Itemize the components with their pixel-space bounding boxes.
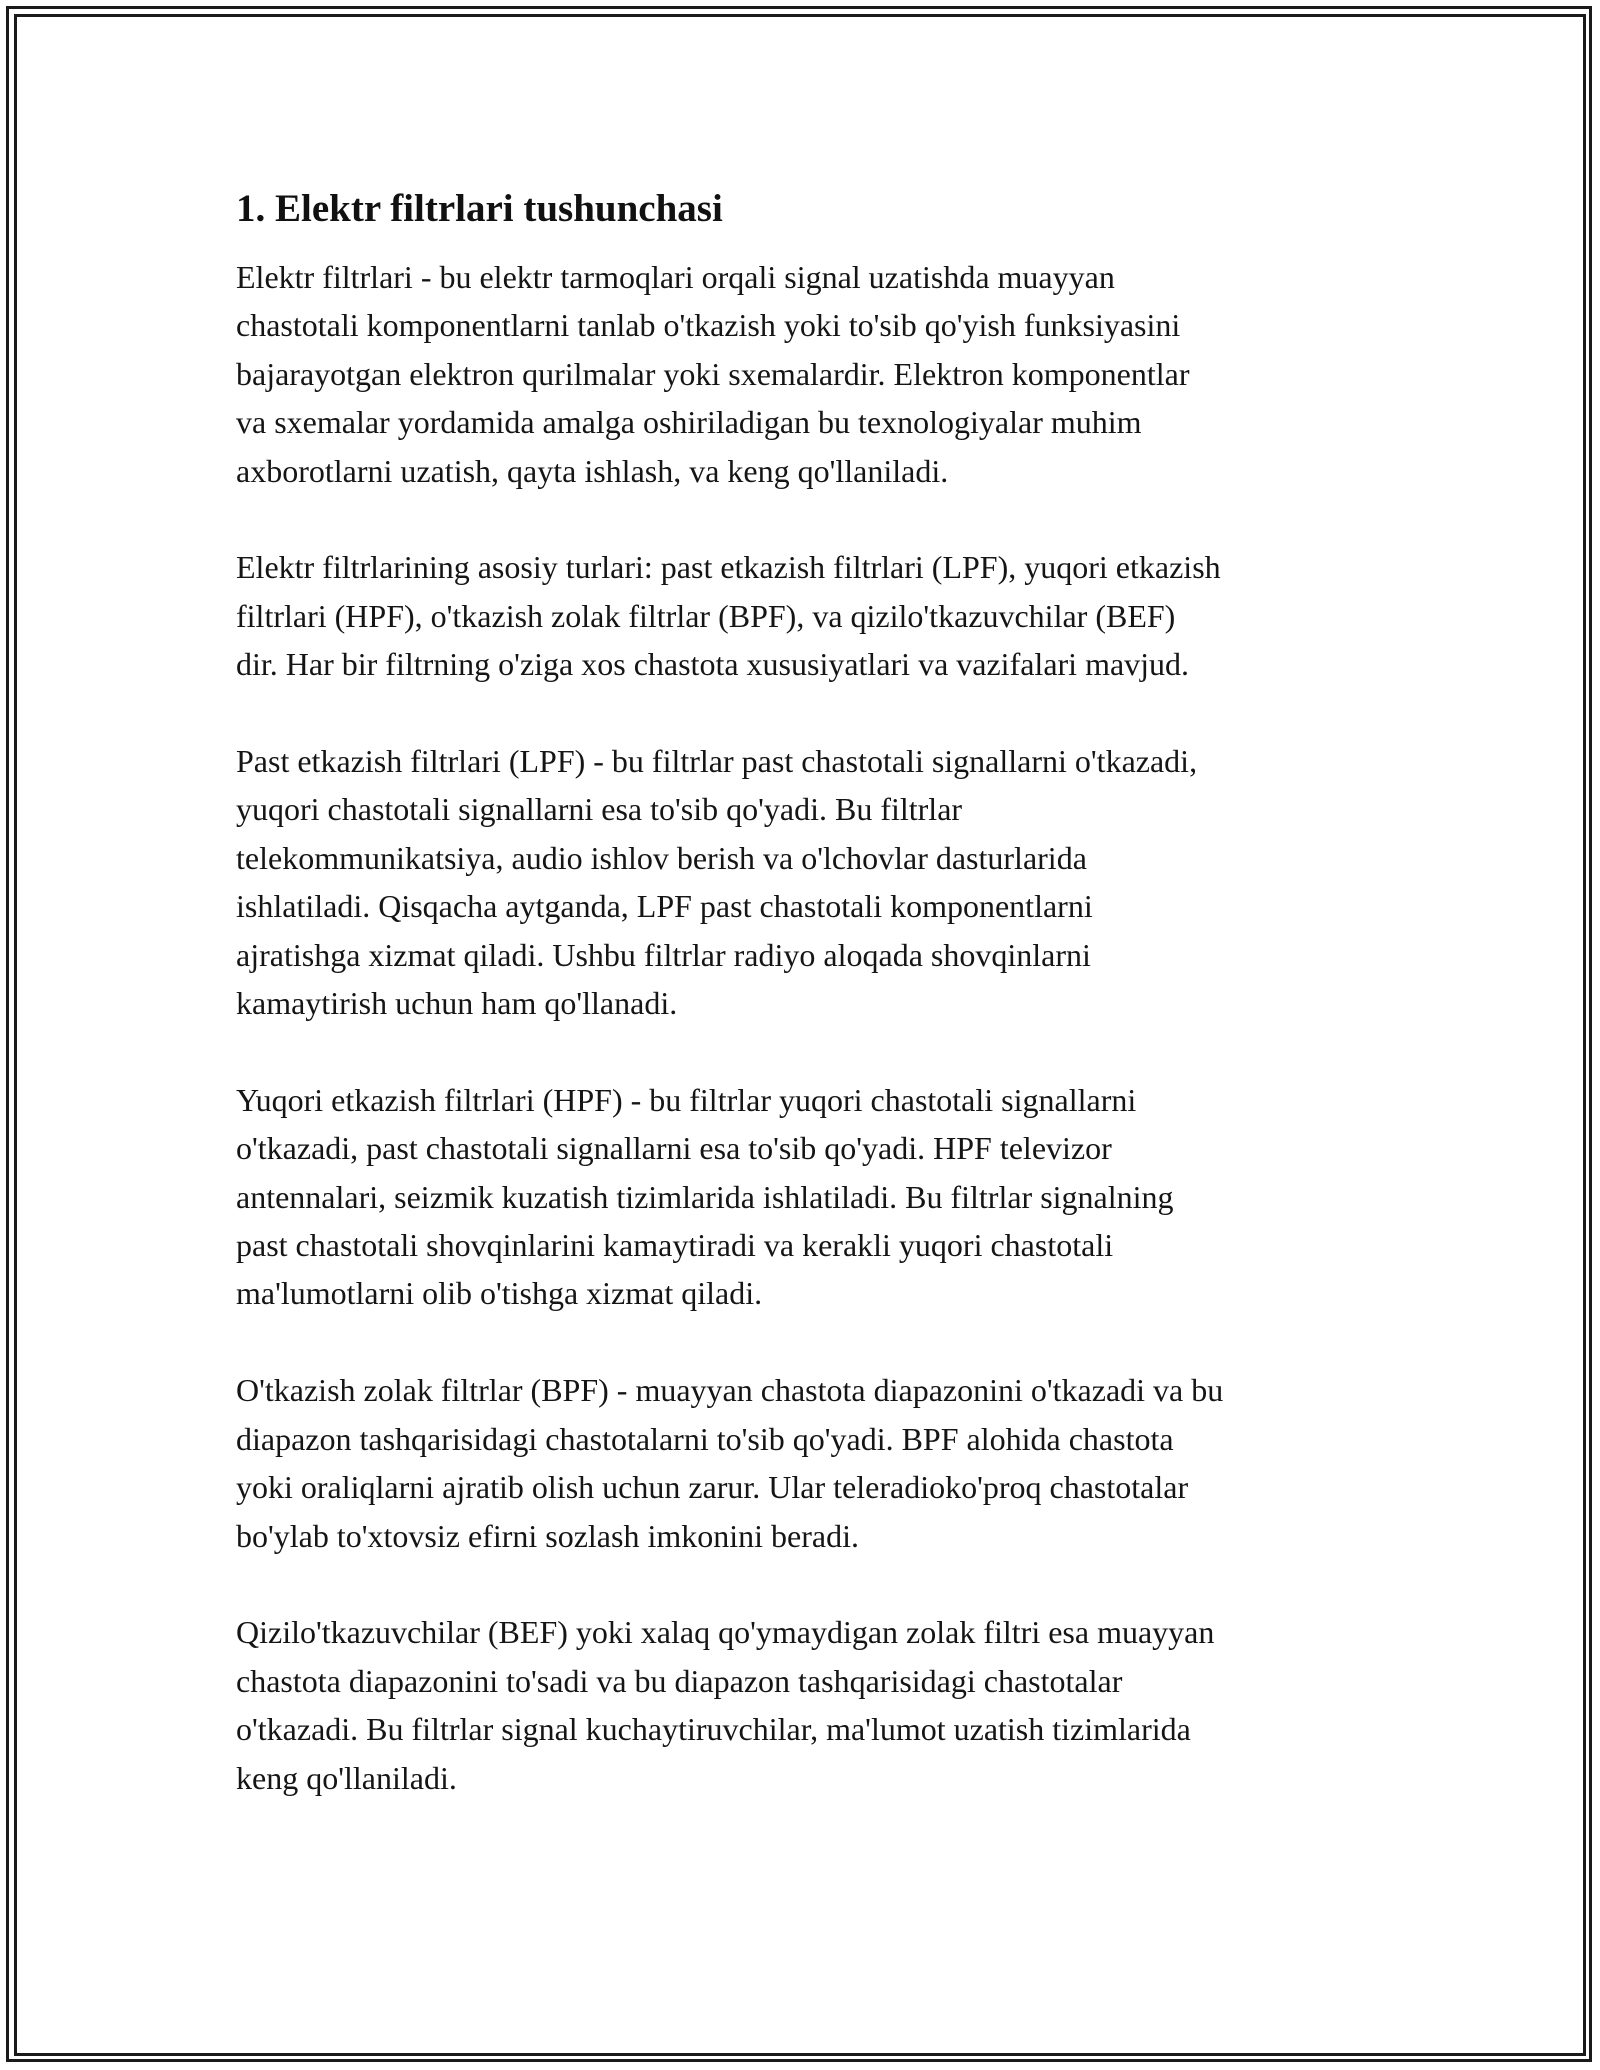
text-line: bajarayotgan elektron qurilmalar yoki sxemalardir. Elektron komponentlar	[236, 355, 1190, 392]
text-line: telekommunikatsiya, audio ishlov berish va o'lchovlar dasturlarida	[236, 839, 1087, 876]
text-line: axborotlarni uzatish, qayta ishlash, va keng qo'llaniladi.	[236, 452, 949, 489]
text-line: o'tkazadi. Bu filtrlar signal kuchaytiruvchilar, ma'lumot uzatish tizimlarida	[236, 1711, 1191, 1748]
text-line: diapazon tashqarisidagi chastotalarni to'sib qo'yadi. BPF alohida chastota	[236, 1420, 1174, 1457]
text-line: Qizilo'tkazuvchilar (BEF) yoki xalaq qo'ymaydigan zolak filtri esa muayyan	[236, 1614, 1215, 1651]
text-line: O'tkazish zolak filtrlar (BPF) - muayyan chastota diapazonini o'tkazadi va bu	[236, 1372, 1224, 1409]
text-line: filtrlari (HPF), o'tkazish zolak filtrlar (BPF), va qizilo'tkazuvchilar (BEF)	[236, 597, 1176, 634]
paragraph-definition	[236, 253, 1376, 495]
text-line: yoki oraliqlarni ajratib olish uchun zarur. Ular teleradioko'proq chastotalar	[236, 1469, 1189, 1506]
text-line: kamaytirish uchun ham qo'llanadi.	[236, 985, 678, 1022]
text-line: chastota diapazonini to'sadi va bu diapazon tashqarisidagi chastotalar	[236, 1662, 1123, 1699]
paragraph-lpf	[236, 737, 1376, 1027]
text-line: yuqori chastotali signallarni esa to'sib qo'yadi. Bu filtrlar	[236, 791, 963, 828]
text-line: dir. Har bir filtrning o'ziga xos chastota xususiyatlari va vazifalari mavjud.	[236, 646, 1190, 683]
text-line: chastotali komponentlarni tanlab o'tkazish yoki to'sib qo'yish funksiyasini	[236, 307, 1181, 344]
text-line: ishlatiladi. Qisqacha aytganda, LPF past chastotali komponentlarni	[236, 888, 1093, 925]
section-title: 1. Elektr filtrlari tushunchasi	[236, 187, 723, 230]
paragraph-bef	[236, 1608, 1376, 1802]
text-line: Past etkazish filtrlari (LPF) - bu filtrlar past chastotali signallarni o'tkazadi,	[236, 743, 1198, 780]
paragraph-hpf	[236, 1076, 1376, 1318]
text-line: bo'ylab to'xtovsiz efirni sozlash imkonini beradi.	[236, 1517, 859, 1554]
text-line: antennalari, seizmik kuzatish tizimlarida ishlatiladi. Bu filtrlar signalning	[236, 1178, 1174, 1215]
text-line: Elektr filtrlarining asosiy turlari: past etkazish filtrlari (LPF), yuqori etkazish	[236, 549, 1221, 586]
text-line: Yuqori etkazish filtrlari (HPF) - bu filtrlar yuqori chastotali signallarni	[236, 1081, 1137, 1118]
text-line: va sxemalar yordamida amalga oshiriladigan bu texnologiyalar muhim	[236, 404, 1142, 441]
paragraph-bpf	[236, 1366, 1376, 1560]
text-line: Elektr filtrlari - bu elektr tarmoqlari orqali signal uzatishda muayyan	[236, 259, 1115, 295]
paragraph-types	[236, 543, 1376, 688]
text-line: ma'lumotlarni olib o'tishga xizmat qiladi.	[236, 1275, 763, 1312]
text-line: past chastotali shovqinlarini kamaytiradi va kerakli yuqori chastotali	[236, 1227, 1114, 1264]
document-page	[236, 186, 1376, 1802]
text-line: ajratishga xizmat qiladi. Ushbu filtrlar radiyo aloqada shovqinlarni	[236, 936, 1091, 973]
text-line: keng qo'llaniladi.	[236, 1759, 457, 1796]
text-line: o'tkazadi, past chastotali signallarni esa to'sib qo'yadi. HPF televizor	[236, 1130, 1112, 1167]
